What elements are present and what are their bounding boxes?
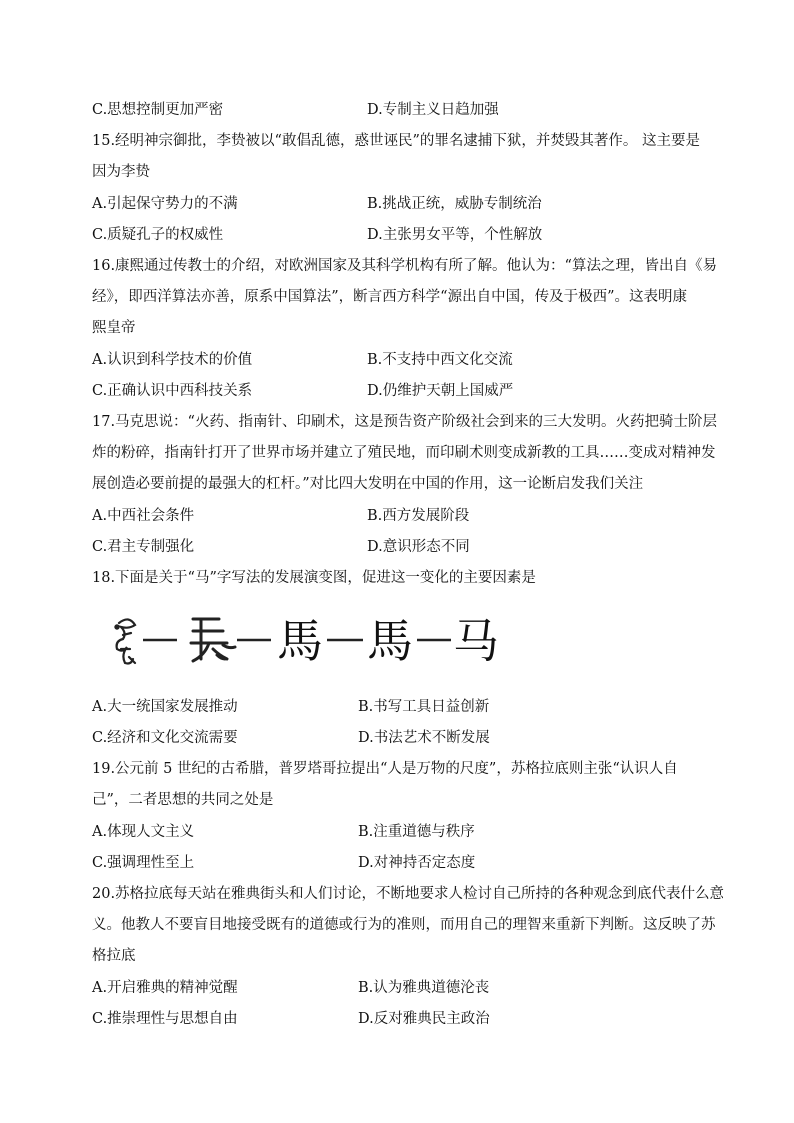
q18-option-d: D.书法艺术不断发展	[358, 730, 490, 746]
q19-option-b: B.注重道德与秩序	[358, 824, 475, 840]
q15-option-b: B.挑战正统，威胁专制统治	[367, 196, 542, 212]
q20-option-a: A.开启雅典的精神觉醒	[92, 980, 238, 996]
simplified-ma-glyph: 马	[453, 614, 499, 668]
q19-option-a: A.体现人文主义	[92, 824, 195, 840]
q17-option-b: B.西方发展阶段	[367, 508, 470, 524]
q18-option-a: A.大一统国家发展推动	[92, 699, 238, 715]
clerical-script-ma-glyph: 馬	[367, 614, 413, 668]
q19-stem-line1: 19.公元前 5 世纪的古希腊，普罗塔哥拉提出“人是万物的尺度”，苏格拉底则主张“认识人自	[92, 761, 678, 777]
q20-option-c: C.推崇理性与思想自由	[92, 1011, 238, 1027]
q20-stem-line3: 格拉底	[92, 948, 136, 964]
q19-option-d: D.对神持否定态度	[358, 855, 476, 871]
q15-option-a: A.引起保守势力的不满	[92, 196, 238, 212]
q18-stem-line1: 18.下面是关于“马”字写法的发展演变图，促进这一变化的主要因素是	[92, 570, 536, 586]
seal-script-ma-glyph: 馬	[277, 614, 323, 668]
q15-option-c: C.质疑孔子的权威性	[92, 227, 224, 243]
q18-option-c: C.经济和文化交流需要	[92, 730, 238, 746]
q17-option-a: A.中西社会条件	[92, 508, 195, 524]
q16-option-d: D.仍维护天朝上国威严	[367, 383, 514, 399]
q20-option-b: B.认为雅典道德沦丧	[358, 980, 490, 996]
q14-option-d: D.专制主义日趋加强	[367, 102, 499, 118]
q16-stem-line2: 经》，即西洋算法亦善，原系中国算法”，断言西方科学“源出自中国，传及于极西”。这表明康	[92, 289, 687, 305]
q17-stem-line2: 炸的粉碎，指南针打开了世界市场并建立了殖民地，而印刷术则变成新教的工具……变成对精神发	[92, 445, 716, 461]
q20-stem-line1: 20.苏格拉底每天站在雅典街头和人们讨论，不断地要求人检讨自己所持的各种观念到底代表什么意	[92, 886, 725, 902]
q15-stem-line2: 因为李贽	[92, 164, 150, 180]
q17-stem-line1: 17.马克思说：“火药、指南针、印刷术，这是预告资产阶级社会到来的三大发明。火药把骑士阶层	[92, 414, 717, 430]
q16-option-b: B.不支持中西文化交流	[367, 352, 513, 368]
q17-option-c: C.君主专制强化	[92, 539, 195, 555]
q20-option-d: D.反对雅典民主政治	[358, 1011, 490, 1027]
q17-option-d: D.意识形态不同	[367, 539, 470, 555]
q16-stem-line3: 熙皇帝	[92, 320, 136, 336]
ma-character-evolution-figure	[105, 605, 505, 675]
q19-stem-line2: 己”，二者思想的共同之处是	[92, 792, 274, 808]
q15-option-d: D.主张男女平等，个性解放	[367, 227, 543, 243]
q17-stem-line3: 展创造必要前提的最强大的杠杆。”对比四大发明在中国的作用，这一论断启发我们关注	[92, 476, 644, 492]
q16-option-a: A.认识到科学技术的价值	[92, 352, 253, 368]
q18-option-b: B.书写工具日益创新	[358, 699, 490, 715]
q16-stem-line1: 16.康熙通过传教士的介绍，对欧洲国家及其科学机构有所了解。他认为：“算法之理，皆出自《易	[92, 258, 717, 274]
q14-option-c: C.思想控制更加严密	[92, 102, 224, 118]
oracle-bone-ma-glyph	[115, 619, 135, 663]
q16-option-c: C.正确认识中西科技关系	[92, 383, 253, 399]
q20-stem-line2: 义。他教人不要盲目地接受既有的道德或行为的准则，而用自己的理智来重新下判断。这反映了苏	[92, 917, 716, 933]
q15-stem-line1: 15.经明神宗御批，李贽被以“敢倡乱德，惑世诬民”的罪名逮捕下狱，并焚毁其著作。 这主要是	[92, 133, 700, 149]
bronze-script-ma-glyph	[191, 619, 235, 661]
q19-option-c: C.强调理性至上	[92, 855, 195, 871]
